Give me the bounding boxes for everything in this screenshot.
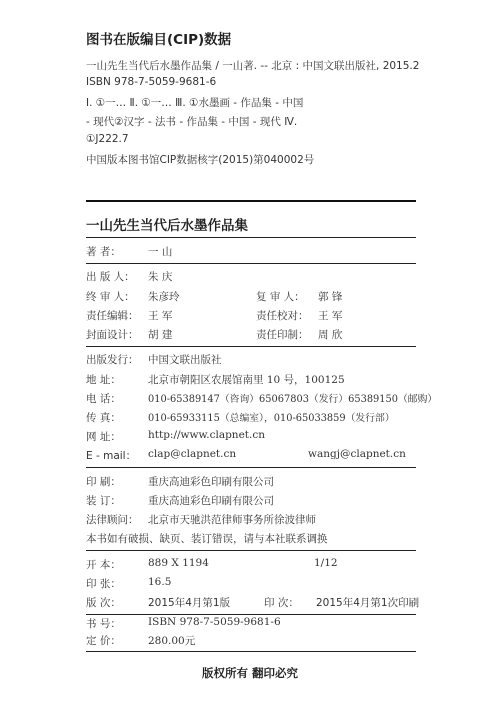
author-label: 著 者：: [86, 246, 121, 258]
impression-label: 印 次：: [264, 597, 299, 609]
impression-value: 2015年4月第1次印刷: [316, 597, 420, 609]
printing-row: [86, 531, 426, 547]
legal-counsel-value: 北京市天驰洪范律师事务所徐波律师: [148, 514, 316, 526]
book-title: 一山先生当代后水墨作品集: [86, 218, 248, 234]
cip-heading: 图书在版编目(CIP)数据: [86, 32, 232, 48]
isbn-value: ISBN 978-7-5059-9681-6: [148, 616, 281, 628]
spec-row: [86, 557, 426, 573]
price-label: 定 价：: [86, 635, 121, 647]
email-value-second[interactable]: wangj@clapnet.cn: [308, 448, 406, 460]
publisher-row: [86, 352, 426, 368]
staff-row: [86, 289, 426, 305]
format-label: 开 本：: [86, 559, 121, 571]
cip-line-classification: Ⅰ. ①一… Ⅱ. ①一… Ⅲ. ①水墨画 - 作品集 - 中国: [86, 97, 304, 109]
binder-value: 重庆高迪彩色印刷有限公司: [148, 495, 274, 507]
editor-value: 王 军: [148, 310, 173, 322]
sheets-value: 16.5: [148, 576, 172, 588]
staff-row: [86, 308, 426, 324]
format-value: 889 X 1194: [148, 557, 209, 569]
publisher-row: [86, 448, 426, 464]
address-value: 北京市朝阳区农展馆南里 10 号，100125: [148, 374, 345, 386]
fax-value: 010-65933115（总编室），010-65033859（发行部）: [148, 413, 395, 424]
printing-row: [86, 474, 426, 490]
printer-value: 重庆高迪彩色印刷有限公司: [148, 476, 274, 488]
cip-line-citation: 一山先生当代后水墨作品集 / 一山著. -- 北京 : 中国文联出版社, 2015.2: [86, 60, 420, 72]
email-label: E - mail：: [86, 450, 137, 462]
divider: [86, 614, 416, 615]
staff-row: [86, 327, 426, 343]
printer-label: 印 刷：: [86, 476, 121, 488]
isbn-label: 书 号：: [86, 618, 121, 630]
binder-label: 装 订：: [86, 495, 121, 507]
price-value: 280.00元: [148, 635, 196, 647]
legal-counsel-label: 法律顾问：: [86, 514, 139, 526]
publisher-value: 中国文联出版社: [148, 354, 222, 366]
printing-row: [86, 493, 426, 509]
divider: [86, 237, 416, 238]
phone-value: 010-65389147（咨询）65067803（发行）65389150（邮购）: [148, 394, 438, 405]
publisher-row: [86, 391, 438, 407]
publisher-person-label: 出 版 人：: [86, 271, 135, 283]
spec-row: [86, 633, 426, 649]
author-value: 一 山: [148, 246, 173, 258]
cip-line-isbn: ISBN 978-7-5059-9681-6: [86, 76, 217, 88]
divider: [86, 550, 416, 551]
publisher-person-value: 朱 庆: [148, 271, 173, 283]
divider: [86, 263, 416, 264]
print-manager-value: 周 欣: [318, 329, 343, 341]
divider: [86, 346, 416, 347]
final-reviewer-value: 朱彦玲: [148, 291, 180, 303]
defect-notice: 本书如有破损、缺页、装订错误，请与本社联系调换: [86, 533, 328, 545]
divider: [86, 651, 416, 652]
address-label: 地 址：: [86, 374, 121, 386]
website-value[interactable]: http://www.clapnet.cn: [148, 429, 265, 441]
printing-row: [86, 512, 426, 528]
cover-designer-value: 胡 建: [148, 329, 173, 341]
final-reviewer-label: 终 审 人：: [86, 291, 135, 303]
fax-label: 传 真：: [86, 412, 121, 424]
sheets-label: 印 张：: [86, 578, 121, 590]
publisher-label: 出版发行：: [86, 354, 139, 366]
staff-row: [86, 269, 426, 285]
edition-label: 版 次：: [86, 597, 121, 609]
cip-line-classification-cont: - 现代②汉字 - 法书 - 作品集 - 中国 - 现代 Ⅳ.: [86, 116, 298, 128]
edition-value: 2015年4月第1版: [148, 597, 231, 609]
publisher-row: [86, 372, 426, 388]
cip-line-record-number: 中国版本图书馆CIP数据核字(2015)第040002号: [86, 154, 315, 166]
cover-designer-label: 封面设计：: [86, 329, 139, 341]
print-manager-label: 责任印制：: [256, 329, 309, 341]
spec-row: [86, 595, 426, 611]
author-row: [86, 244, 426, 260]
divider: [86, 200, 416, 202]
proofreader-label: 责任校对：: [256, 310, 309, 322]
publisher-row: [86, 410, 426, 426]
email-value[interactable]: clap@clapnet.cn: [148, 448, 237, 460]
second-reviewer-label: 复 审 人：: [256, 291, 305, 303]
spec-row: [86, 576, 426, 592]
spec-row: [86, 616, 426, 632]
proofreader-value: 王 军: [318, 310, 343, 322]
second-reviewer-value: 郭 锋: [318, 291, 343, 303]
copyright-notice: 版权所有 翻印必究: [201, 666, 298, 680]
website-label: 网 址：: [86, 431, 121, 443]
editor-label: 责任编辑：: [86, 310, 139, 322]
divider: [86, 467, 416, 468]
format-fraction: 1/12: [314, 557, 338, 569]
phone-label: 电 话：: [86, 393, 121, 405]
cip-line-class-number: ①J222.7: [86, 133, 129, 145]
publisher-row: [86, 429, 426, 445]
